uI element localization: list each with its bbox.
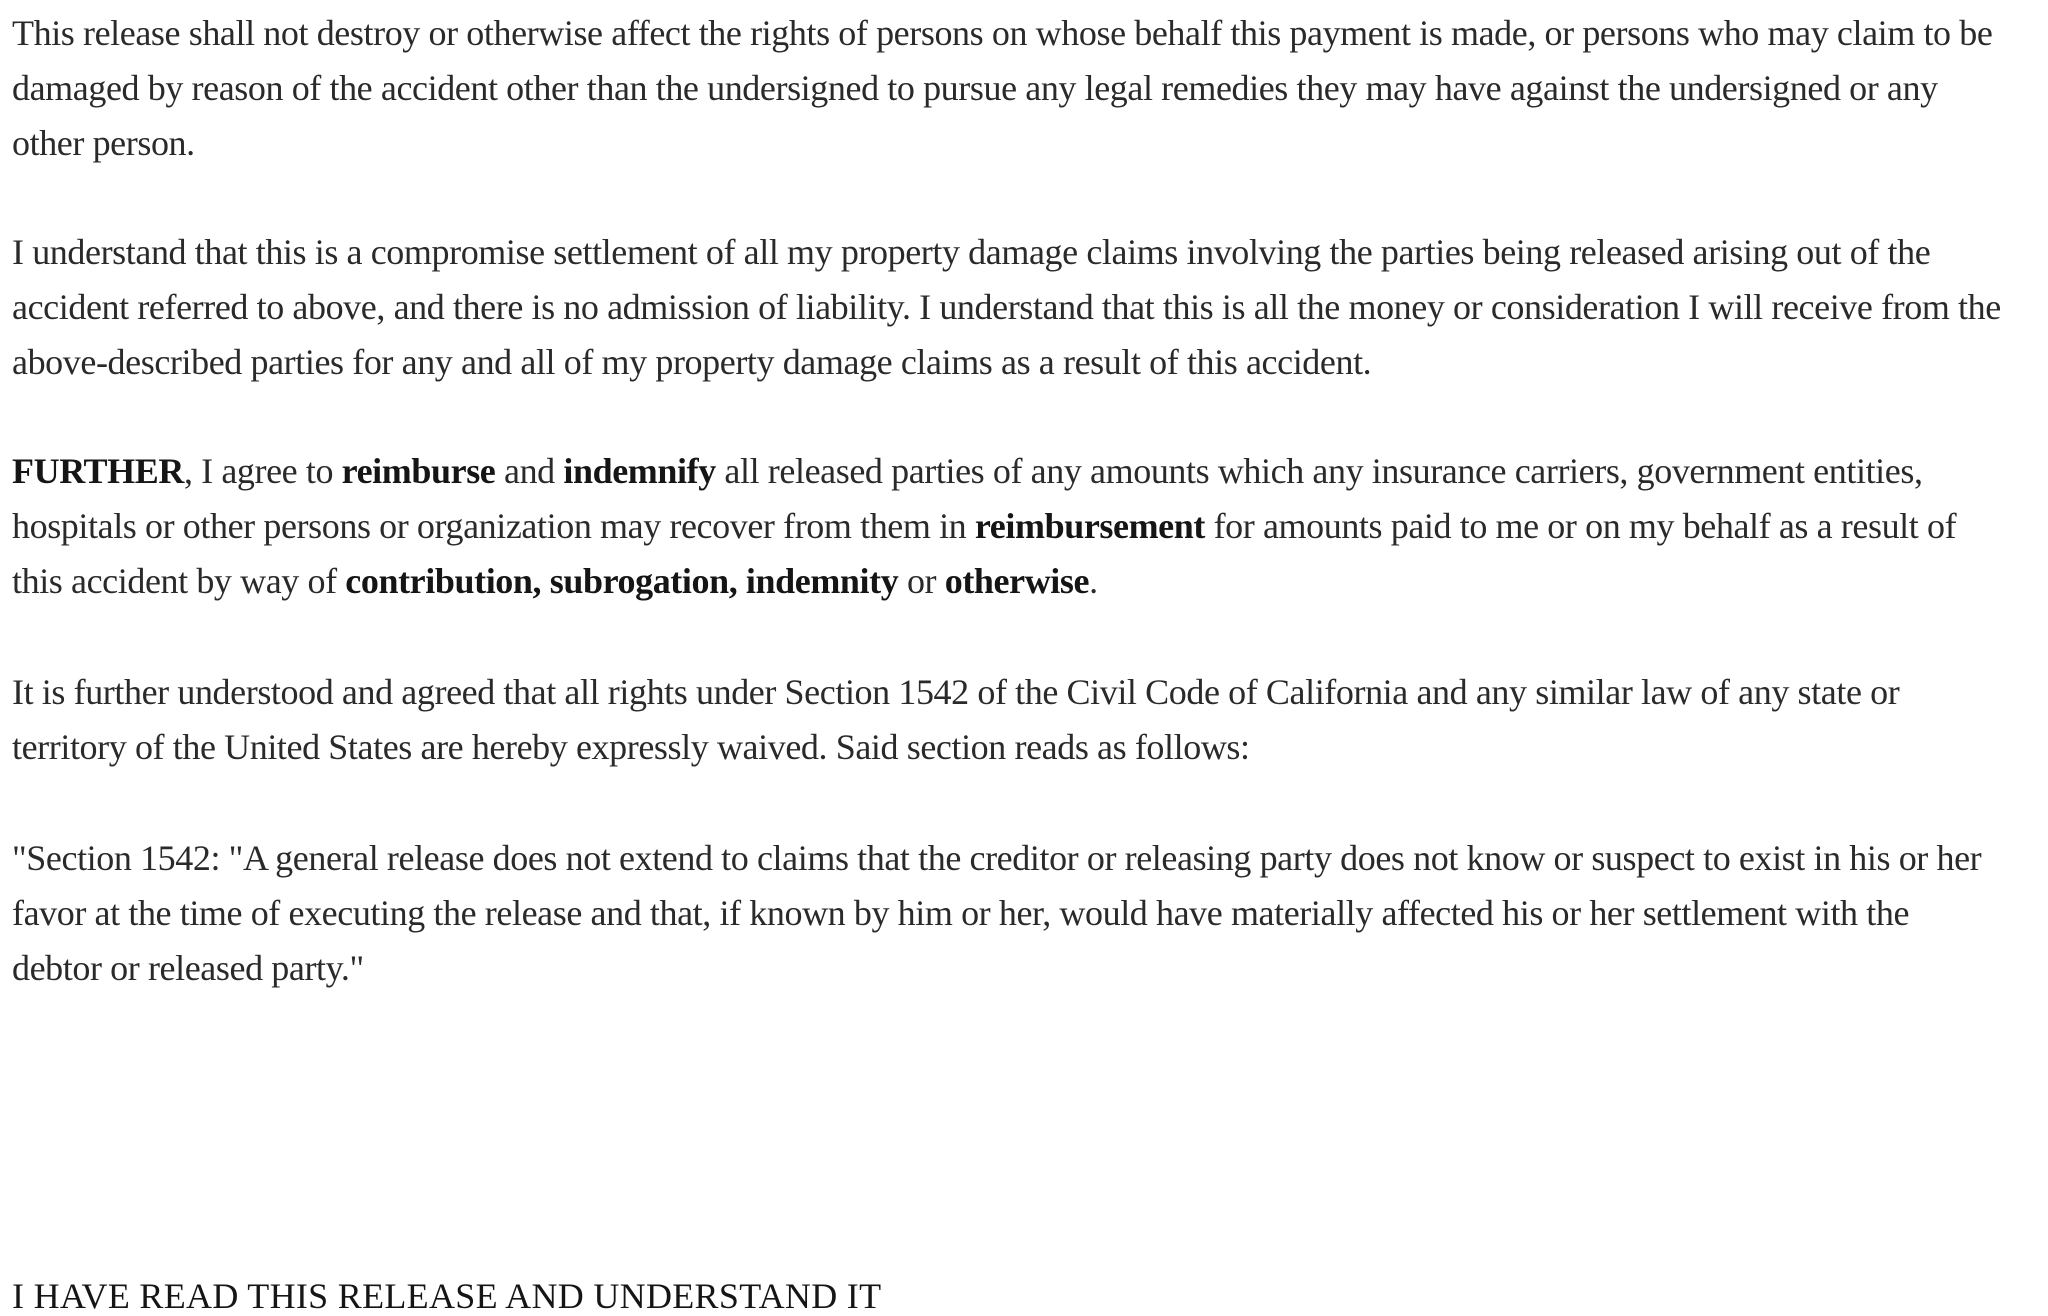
text-run: for amounts paid to me or on my behalf as a result of this accident by way of	[12, 506, 1957, 601]
text-run: and	[495, 451, 564, 491]
emphasis-indemnify: indemnify	[563, 451, 716, 491]
text-run: , I agree to	[183, 451, 342, 491]
text-run: .	[1089, 561, 1098, 601]
emphasis-further: FURTHER	[12, 451, 184, 491]
paragraph-compromise-settlement: I understand that this is a compromise settlement of all my property damage claims involving the parties being released arising out of the accident referred to above, and there is no admission of liability. I understand that this is all the money or consideration I will receive from the above-described parties for any and all of my property damage claims as a result of this accident.	[12, 232, 2001, 382]
acknowledgement-heading: I HAVE READ THIS RELEASE AND UNDERSTAND IT	[12, 1276, 882, 1316]
release-body	[12, 6, 2002, 1051]
emphasis-otherwise: otherwise	[944, 561, 1090, 601]
text-run: or	[898, 561, 945, 601]
paragraph-reimburse-indemnify	[12, 444, 2002, 609]
paragraph-section-1542-waiver: It is further understood and agreed that all rights under Section 1542 of the Civil Code of California and any similar law of any state or territory of the United States are hereby expressly waived. Said section reads as follows:	[12, 672, 1900, 767]
paragraph-rights-not-affected: This release shall not destroy or otherwise affect the rights of persons on whose behalf this payment is made, or persons who may claim to be damaged by reason of the accident other than the undersigned to pursue any legal remedies they may have against the undersigned or any other person.	[12, 13, 1993, 163]
emphasis-reimburse: reimburse	[341, 451, 496, 491]
emphasis-reimbursement: reimbursement	[974, 506, 1205, 546]
emphasis-contribution-subrogation-indemnity: contribution, subrogation, indemnity	[345, 561, 899, 601]
text-run: all released parties of any amounts which any insurance carriers, government entities, hospitals or other persons or organization may recover from them in	[12, 451, 1923, 546]
paragraph-section-1542-quote: "Section 1542: "A general release does not extend to claims that the creditor or releasing party does not know or suspect to exist in his or her favor at the time of executing the release and that, if known by him or her, would have materially affected his or her settlement with the debtor or released party."	[12, 838, 1982, 988]
